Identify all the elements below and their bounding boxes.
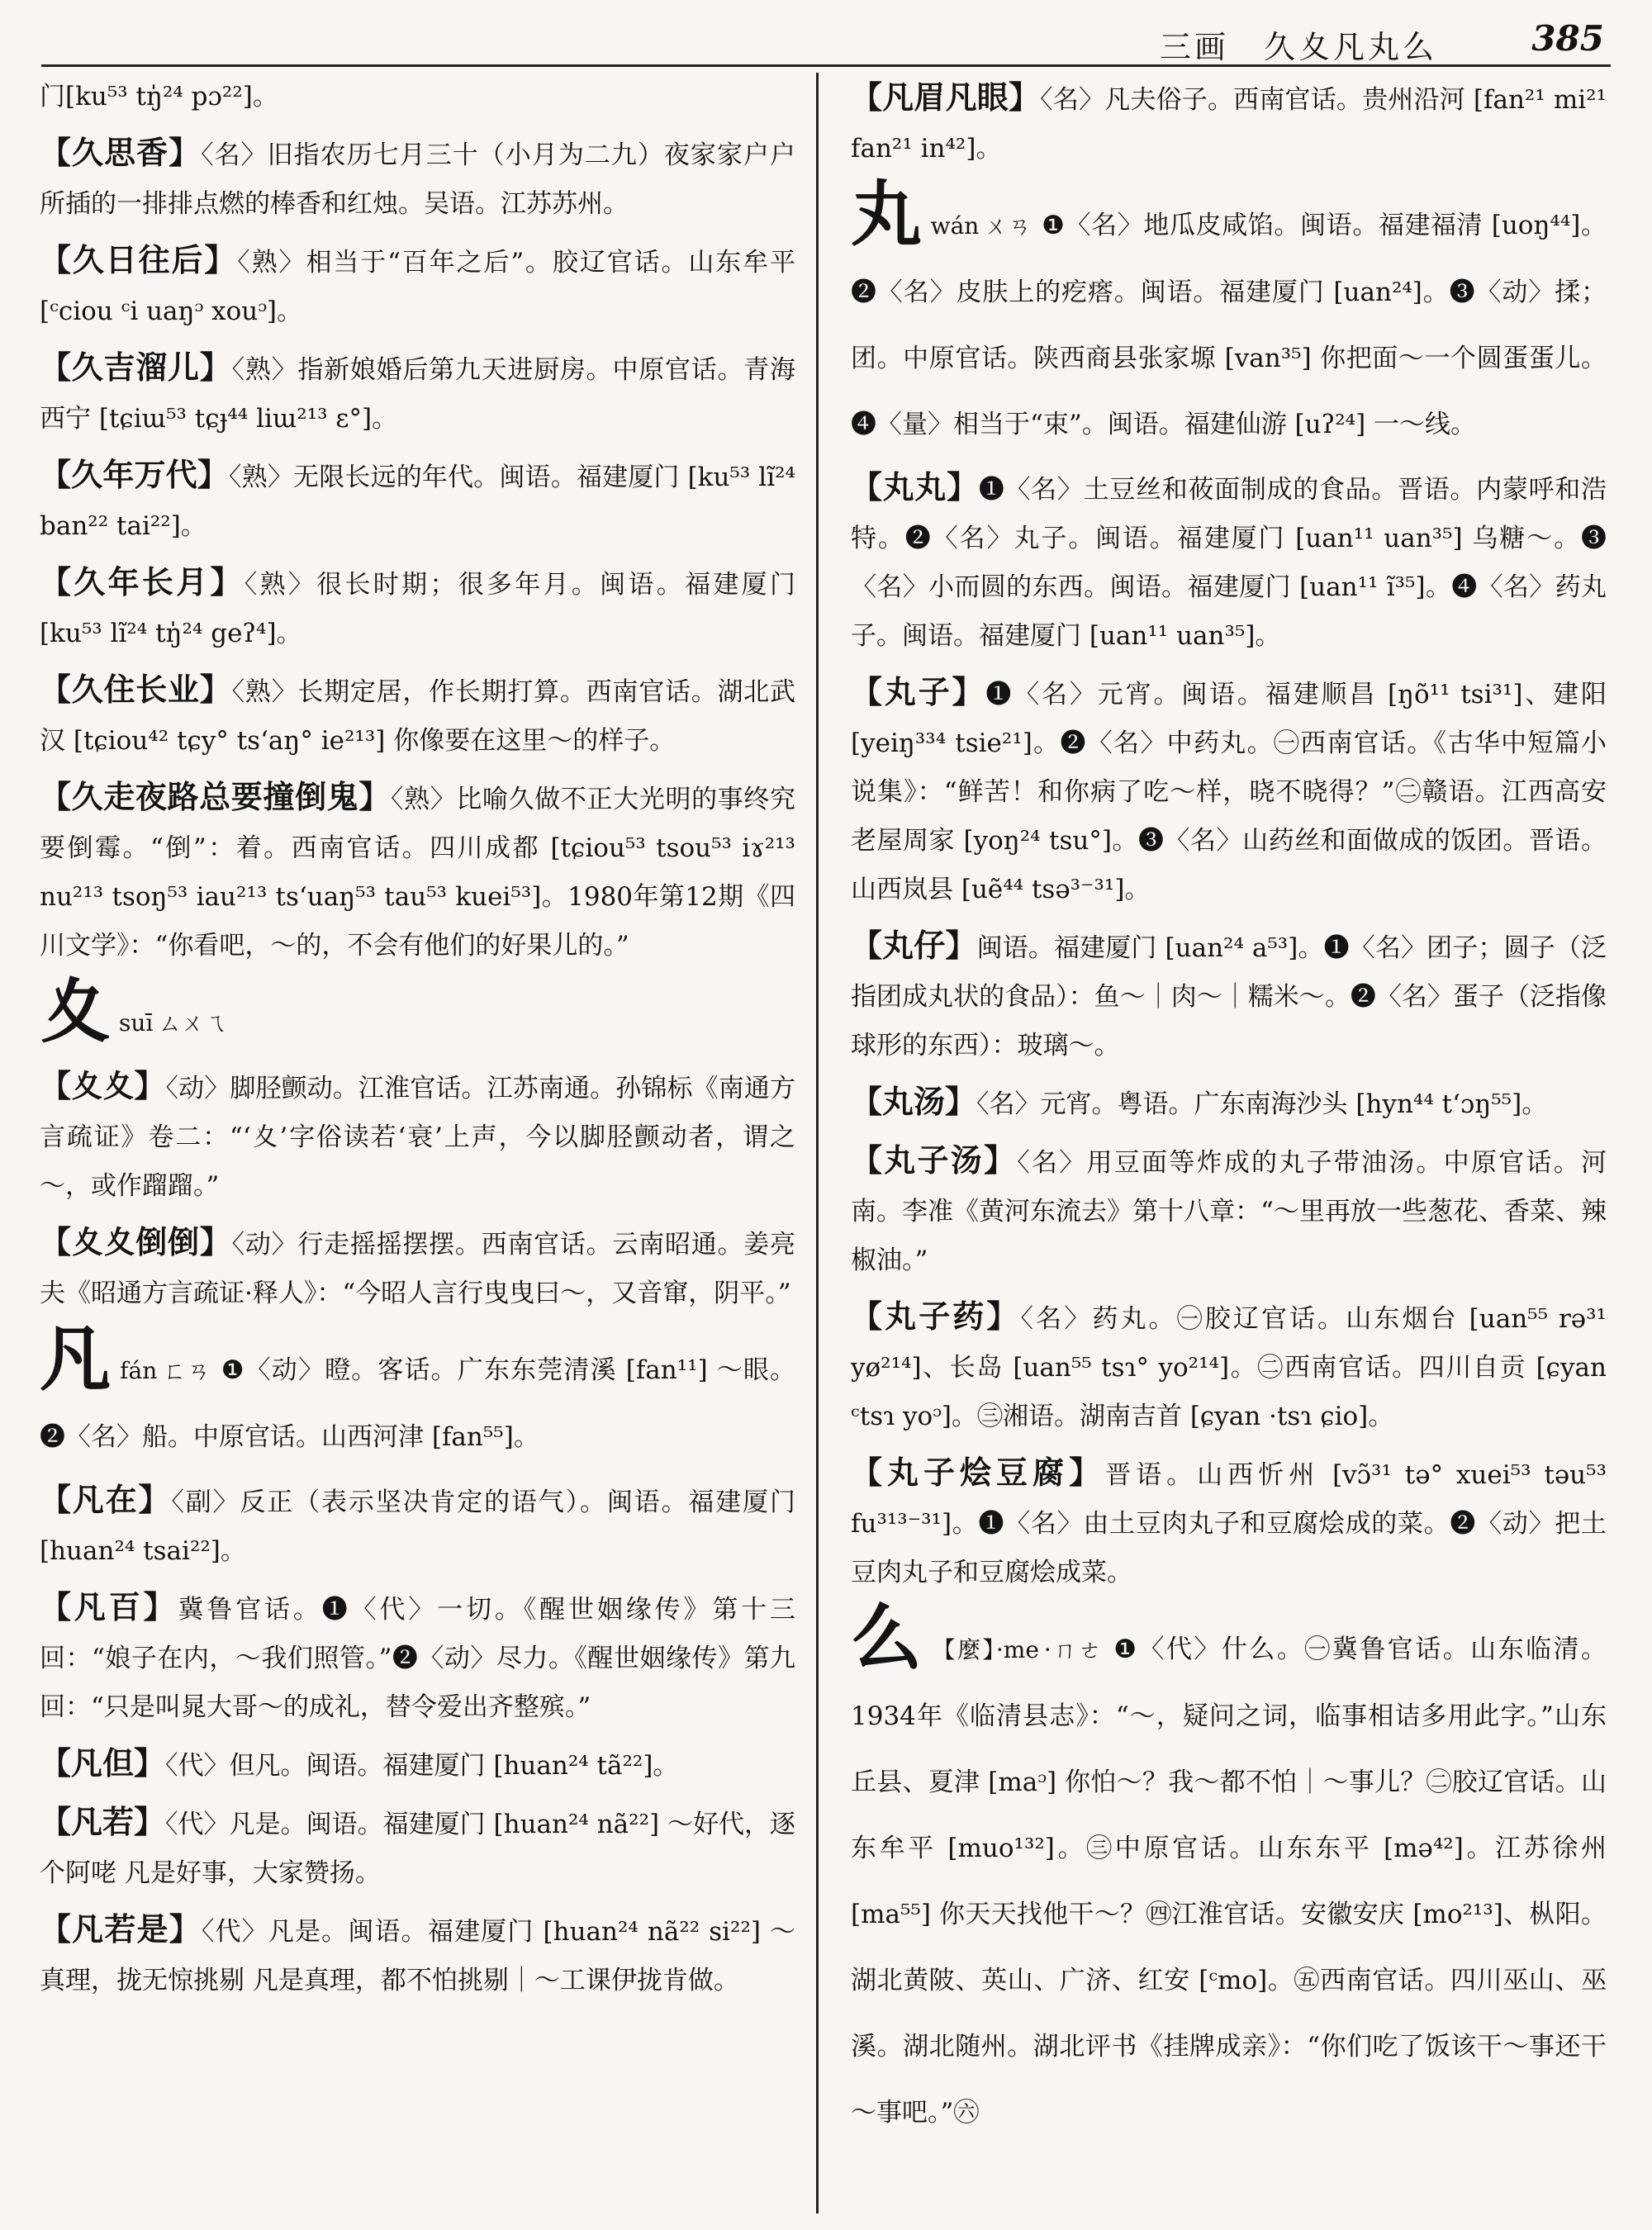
definition: 〈熟〉长期定居，作长期打算。西南官话。湖北武汉 [tɕiou⁴² tɕy° tsʻaŋ° ie²¹³] 你像要在这里～的样子。 <box>40 677 795 756</box>
entry <box>40 128 795 229</box>
definition: 〈动〉脚胫颤动。江淮官话。江苏南通。孙锦标《南通方言疏证》卷二：“‘夊’字俗读若‘衰’上声，今以脚胫颤动者，谓之～，或作蹓蹓。” <box>40 1074 795 1201</box>
page-number: 385 <box>1531 18 1604 59</box>
headword: 【凡若是】 <box>40 1910 202 1948</box>
entry <box>40 558 795 658</box>
headword: 【久年万代】 <box>40 456 230 493</box>
definition: 〈名〉旧指农历七月三十（小月为二九）夜家家户户所插的一排排点燃的棒香和红烛。吴语。江苏苏州。 <box>40 140 795 219</box>
definition: 〈副〉反正（表示坚决肯定的语气）。闽语。福建厦门 [huan²⁴ tsai²²]。 <box>40 1487 795 1566</box>
entry <box>40 1475 795 1576</box>
definition: 闽语。福建厦门 [uan²⁴ a⁵³]。❶〈名〉团子；圆子（泛指团成丸状的食品）：鱼～｜肉～｜糯米～。❷〈名〉蛋子（泛指像球形的东西）：玻璃～。 <box>851 933 1607 1060</box>
zhuyin: ㄙㄨㄟ <box>158 1009 228 1037</box>
entry <box>40 772 795 970</box>
headword: 【丸子汤】 <box>851 1141 1018 1179</box>
zhuyin: ㄈㄢ <box>162 1357 211 1384</box>
definition: ❶〈名〉土豆丝和莜面制成的食品。晋语。内蒙呼和浩特。❷〈名〉丸子。闽语。福建厦门 [uan¹¹ uan³⁵] 乌糖～。❸〈名〉小而圆的东西。闽语。福建厦门 [uan¹¹ ĩ³⁵]。❹〈名〉药丸子。闽语。福建厦门 [uan¹¹ uan³⁵]。 <box>851 475 1607 651</box>
entry <box>40 1905 795 2005</box>
headword: 【夊夊倒倒】 <box>40 1223 232 1260</box>
pinyin: fán <box>120 1357 158 1384</box>
pinyin: suī <box>119 1009 154 1037</box>
definition: 〈熟〉很长时期；很多年月。闽语。福建厦门 [ku⁵³ lĩ²⁴ tŋ̍²⁴ geʔ⁴]。 <box>40 570 795 648</box>
headword: 【凡在】 <box>40 1481 172 1518</box>
entry <box>40 1739 795 1791</box>
head-character: 凡 <box>40 1317 112 1401</box>
headword: 【凡眉凡眼】 <box>851 78 1041 116</box>
entry <box>40 235 795 336</box>
headword: 【久住长业】 <box>40 671 232 708</box>
entry <box>851 73 1607 173</box>
page-header <box>41 17 1611 67</box>
head-character: 丸 <box>851 173 923 256</box>
entry <box>40 1217 795 1318</box>
definition: ❶〈名〉地瓜皮咸馅。闽语。福建福清 [uoŋ⁴⁴]。❷〈名〉皮肤上的疙瘩。闽语。福建厦门 [uan²⁴]。❸〈动〉揉；团。中原官话。陕西商县张家塬 [van³⁵] 你把面～一个圆蛋蛋儿。❹〈量〉相当于“束”。闽语。福建仙游 [uʔ²⁴] 一～线。 <box>851 211 1607 439</box>
definition: 〈熟〉指新娘婚后第九天进厨房。中原官话。青海西宁 [tɕiɯ⁵³ tɕɟ⁴⁴ liɯ²¹³ ɛ°]。 <box>40 355 795 434</box>
definition: 〈名〉用豆面等炸成的丸子带油汤。中原官话。河南。李准《黄河东流去》第十八章：“～里再放一些葱花、香菜、辣椒油。” <box>851 1148 1607 1275</box>
definition: 〈代〉凡是。闽语。福建厦门 [huan²⁴ nã²²] ～好代，逐个阿咾 凡是好事，大家赞扬。 <box>40 1810 795 1888</box>
entry <box>40 1061 795 1211</box>
headword: 【久日往后】 <box>40 241 238 278</box>
definition: ❶〈动〉瞪。客话。广东东莞清溪 [fan¹¹] ～眼。❷〈名〉船。中原官话。山西河津 [fan⁵⁵]。 <box>40 1355 795 1452</box>
definition: 〈名〉元宵。粤语。广东南海沙头 [hyn⁴⁴ tʻɔŋ⁵⁵]。 <box>976 1089 1548 1119</box>
entry <box>851 463 1607 661</box>
entry <box>851 667 1607 914</box>
pinyin: wán <box>930 212 980 240</box>
definition: 〈动〉行走摇摇摆摆。西南官话。云南昭通。姜亮夫《昭通方言疏证·释人》：“今昭人言行曳曳曰～，又音窜，阴平。” <box>40 1230 795 1308</box>
entry <box>851 1448 1607 1597</box>
entry <box>851 921 1607 1070</box>
headword: 【凡百】 <box>40 1588 178 1625</box>
left-column <box>40 73 795 2213</box>
zhuyin: ㄨㄢ <box>984 212 1032 240</box>
zhuyin: ·ㄇㄜ <box>1043 1636 1104 1663</box>
definition: 〈代〉但凡。闽语。福建厦门 [huan²⁴ tã²²]。 <box>165 1751 679 1781</box>
definition: 〈熟〉比喻久做不正大光明的事终究要倒霉。“倒”：着。西南官话。四川成都 [tɕiou⁵³ tsou⁵³ iɤ²¹³ nu²¹³ tsoŋ⁵³ iau²¹³ tsʻuaŋ⁵³ tau⁵³ kuei⁵³]。1980年第12期《四川文学》：“你看吧，～的，不会有他们的好果儿的。” <box>40 785 795 961</box>
entry <box>40 343 795 444</box>
entry <box>40 450 795 551</box>
definition: 冀鲁官话。❶〈代〉一切。《醒世姻缘传》第十三回：“娘子在内，～我们照管。”❷〈动〉尽力。《醒世姻缘传》第九回：“只是叫晁大哥～的成礼，替令爱出齐整殡。” <box>40 1595 795 1722</box>
headword: 【凡但】 <box>40 1744 166 1782</box>
continued-text: 门[ku⁵³ tŋ̍²⁴ pɔ²²]。 <box>40 82 278 112</box>
character-heading <box>40 1317 795 1470</box>
pinyin: 【麼】·me <box>932 1636 1039 1663</box>
entry <box>851 1077 1607 1129</box>
headword: 【久走夜路总要撞倒鬼】 <box>40 778 391 815</box>
definition: 〈名〉凡夫俗子。西南官话。贵州沿河 [fan²¹ mi²¹ fan²¹ in⁴²]。 <box>851 85 1607 164</box>
definition: 〈熟〉相当于“百年之后”。胶辽官话。山东牟平 [ᶜciou ᶜi uaŋᵓ xouᵓ]。 <box>40 248 795 326</box>
right-column <box>851 73 1607 2213</box>
character-heading <box>40 970 795 1056</box>
headword: 【丸子】 <box>851 673 986 710</box>
entry <box>40 1582 795 1732</box>
entry <box>851 1292 1607 1441</box>
headword: 【久思香】 <box>40 134 202 171</box>
entry <box>40 1797 795 1898</box>
definition: 〈熟〉无限长远的年代。闽语。福建厦门 [ku⁵³ lĩ²⁴ ban²² tai²²]。 <box>40 463 795 541</box>
headword: 【丸子药】 <box>851 1298 1021 1335</box>
definition: 〈名〉药丸。㊀胶辽官话。山东烟台 [uan⁵⁵ rə³¹ yø²¹⁴]、长岛 [uan⁵⁵ tsɿ° yo²¹⁴]。㊁西南官话。四川自贡 [ɕyan ᶜtsɿ yoᵓ]。㊂湘语。湖南吉首 [ɕyan ·tsɿ ɕio]。 <box>851 1304 1607 1431</box>
character-heading <box>851 173 1607 458</box>
head-character: 么 <box>851 1597 924 1680</box>
headword: 【丸汤】 <box>851 1083 977 1120</box>
header-title: 三画 久夊凡丸么 <box>1159 29 1437 65</box>
character-heading <box>851 1597 1607 2146</box>
head-character: 夊 <box>40 970 111 1053</box>
definition: ❶〈代〉什么。㊀冀鲁官话。山东临清。1934年《临清县志》：“～，疑问之词，临事相诘多用此字。”山东丘县、夏津 [maᵓ] 你怕～？我～都不怕｜～事儿？㊁胶辽官话。山东牟平 [muo¹³²]。㊂中原官话。山东东平 [mə⁴²]。江苏徐州 [ma⁵⁵] 你天天找他干～？㊃江淮官话。安徽安庆 [mo²¹³]、枞阳。湖北黄陂、英山、广济、红安 [ᶜmo]。㊄西南官话。四川巫山、巫溪。湖北随州。湖北评书《挂牌成亲》：“你们吃了饭该干～事还干～事吧。”㊅ <box>851 1635 1607 2128</box>
headword: 【久吉溜儿】 <box>40 349 232 386</box>
entry <box>40 665 795 766</box>
definition: 晋语。山西忻州 [vɔ̃³¹ tə° xuei⁵³ təu⁵³ fu³¹³⁻³¹]。❶〈名〉由土豆肉丸子和豆腐烩成的菜。❷〈动〉把土豆肉丸子和豆腐烩成菜。 <box>851 1460 1607 1587</box>
headword: 【凡若】 <box>40 1803 166 1840</box>
headword: 【久年长月】 <box>40 563 244 600</box>
headword: 【夊夊】 <box>40 1067 166 1104</box>
headword: 【丸子烩豆腐】 <box>851 1454 1106 1491</box>
definition: 〈代〉凡是。闽语。福建厦门 [huan²⁴ nã²² si²²] ～真理，拢无惊挑剔 凡是真理，都不怕挑剔｜～工课伊拢肯做。 <box>40 1917 795 1995</box>
headword: 【丸丸】 <box>851 468 979 505</box>
headword: 【丸仔】 <box>851 927 977 964</box>
definition: ❶〈名〉元宵。闽语。福建顺昌 [ŋõ¹¹ tsi³¹]、建阳 [yeiŋ³³⁴ tsie²¹]。❷〈名〉中药丸。㊀西南官话。《古华中短篇小说集》：“鲜苦！和你病了吃～样，晓不晓得？”㊁赣语。江西高安老屋周家 [yoŋ²⁴ tsu°]。❸〈名〉山药丝和面做成的饭团。晋语。山西岚县 [uẽ⁴⁴ tsə³⁻³¹]。 <box>851 680 1607 904</box>
column-divider <box>816 73 819 2213</box>
entry <box>851 1136 1607 1285</box>
